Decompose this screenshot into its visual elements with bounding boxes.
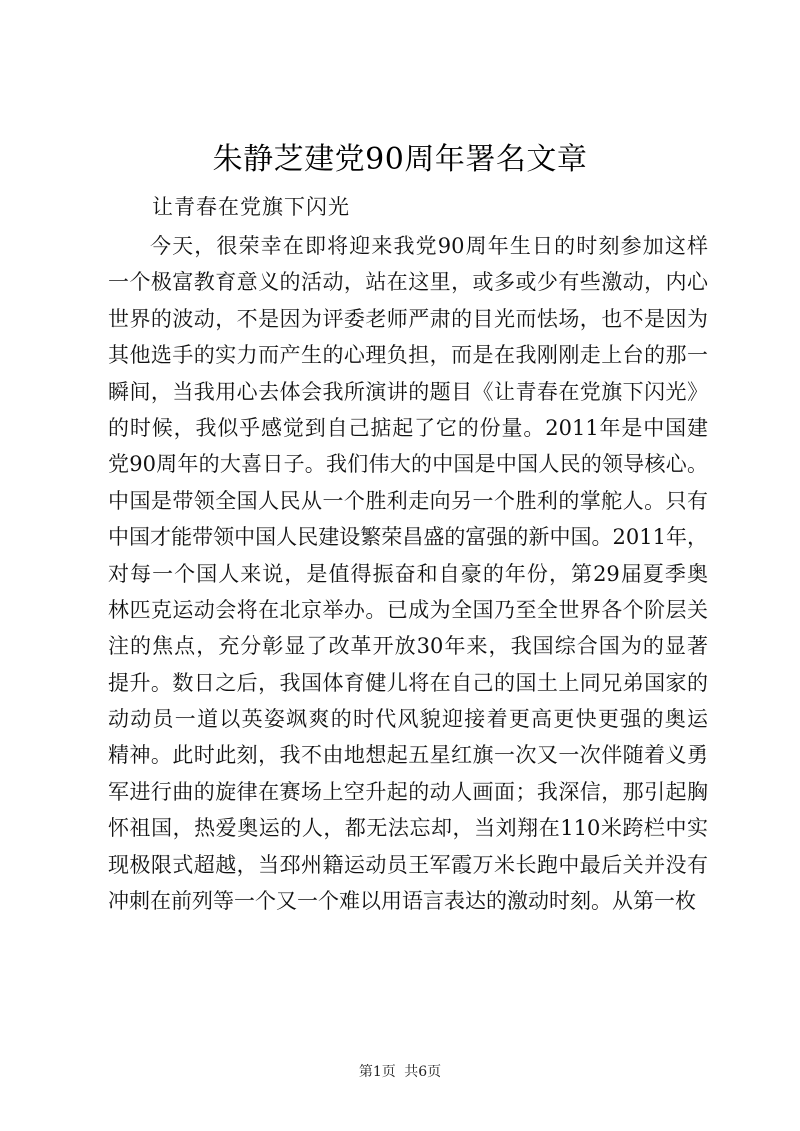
body-line: 对每一个国人来说，是值得振奋和自豪的年份，第29届夏季奥 bbox=[108, 561, 708, 586]
page-number: 第1页 bbox=[358, 1064, 396, 1080]
body-line: 现极限式超越，当邳州籍运动员王军霞万米长跑中最后关并没有 bbox=[108, 852, 708, 877]
body-line: 提升。数日之后，我国体育健儿将在自己的国土上同兄弟国家的 bbox=[108, 670, 708, 695]
body-line: 其他选手的实力而产生的心理负担，而是在我刚刚走上台的那一 bbox=[108, 343, 708, 368]
body-line: 注的焦点，充分彰显了改革开放30年来，我国综合国为的显著 bbox=[108, 634, 708, 659]
body-line: 中国是带领全国人民从一个胜利走向另一个胜利的掌舵人。只有 bbox=[108, 488, 708, 513]
body-line: 的时候，我似乎感觉到自己掂起了它的份量。2011年是中国建 bbox=[108, 415, 708, 440]
page-total: 共6页 bbox=[404, 1064, 442, 1080]
body-line: 林匹克运动会将在北京举办。已成为全国乃至全世界各个阶层关 bbox=[108, 597, 708, 622]
document-subtitle: 让青春在党旗下闪光 bbox=[152, 195, 350, 219]
body-line: 中国才能带领中国人民建设繁荣昌盛的富强的新中国。2011年， bbox=[108, 525, 708, 550]
body-line: 一个极富教育意义的活动，站在这里，或多或少有些激动，内心 bbox=[108, 270, 708, 295]
document-title: 朱静芝建党90周年署名文章 bbox=[212, 142, 588, 177]
body-line: 怀祖国，热爱奥运的人，都无法忘却，当刘翔在110米跨栏中实 bbox=[108, 816, 708, 841]
body-line: 精神。此时此刻，我不由地想起五星红旗一次又一次伴随着义勇 bbox=[108, 743, 708, 768]
body-line: 军进行曲的旋律在赛场上空升起的动人画面；我深信，那引起胸 bbox=[108, 779, 708, 804]
body-line: 党90周年的大喜日子。我们伟大的中国是中国人民的领导核心。 bbox=[108, 452, 708, 477]
body-line: 冲刺在前列等一个又一个难以用语言表达的激动时刻。从第一枚 bbox=[108, 889, 696, 914]
body-line: 瞬间，当我用心去体会我所演讲的题目《让青春在党旗下闪光》 bbox=[108, 379, 708, 404]
body-line: 今天，很荣幸在即将迎来我党90周年生日的时刻参加这样 bbox=[150, 234, 708, 258]
body-line: 世界的波动，不是因为评委老师严肃的目光而怯场，也不是因为 bbox=[108, 306, 708, 331]
document-body bbox=[108, 228, 708, 919]
body-line: 动动员一道以英姿飒爽的时代风貌迎接着更高更快更强的奥运 bbox=[108, 707, 708, 732]
page-footer bbox=[0, 1062, 800, 1082]
